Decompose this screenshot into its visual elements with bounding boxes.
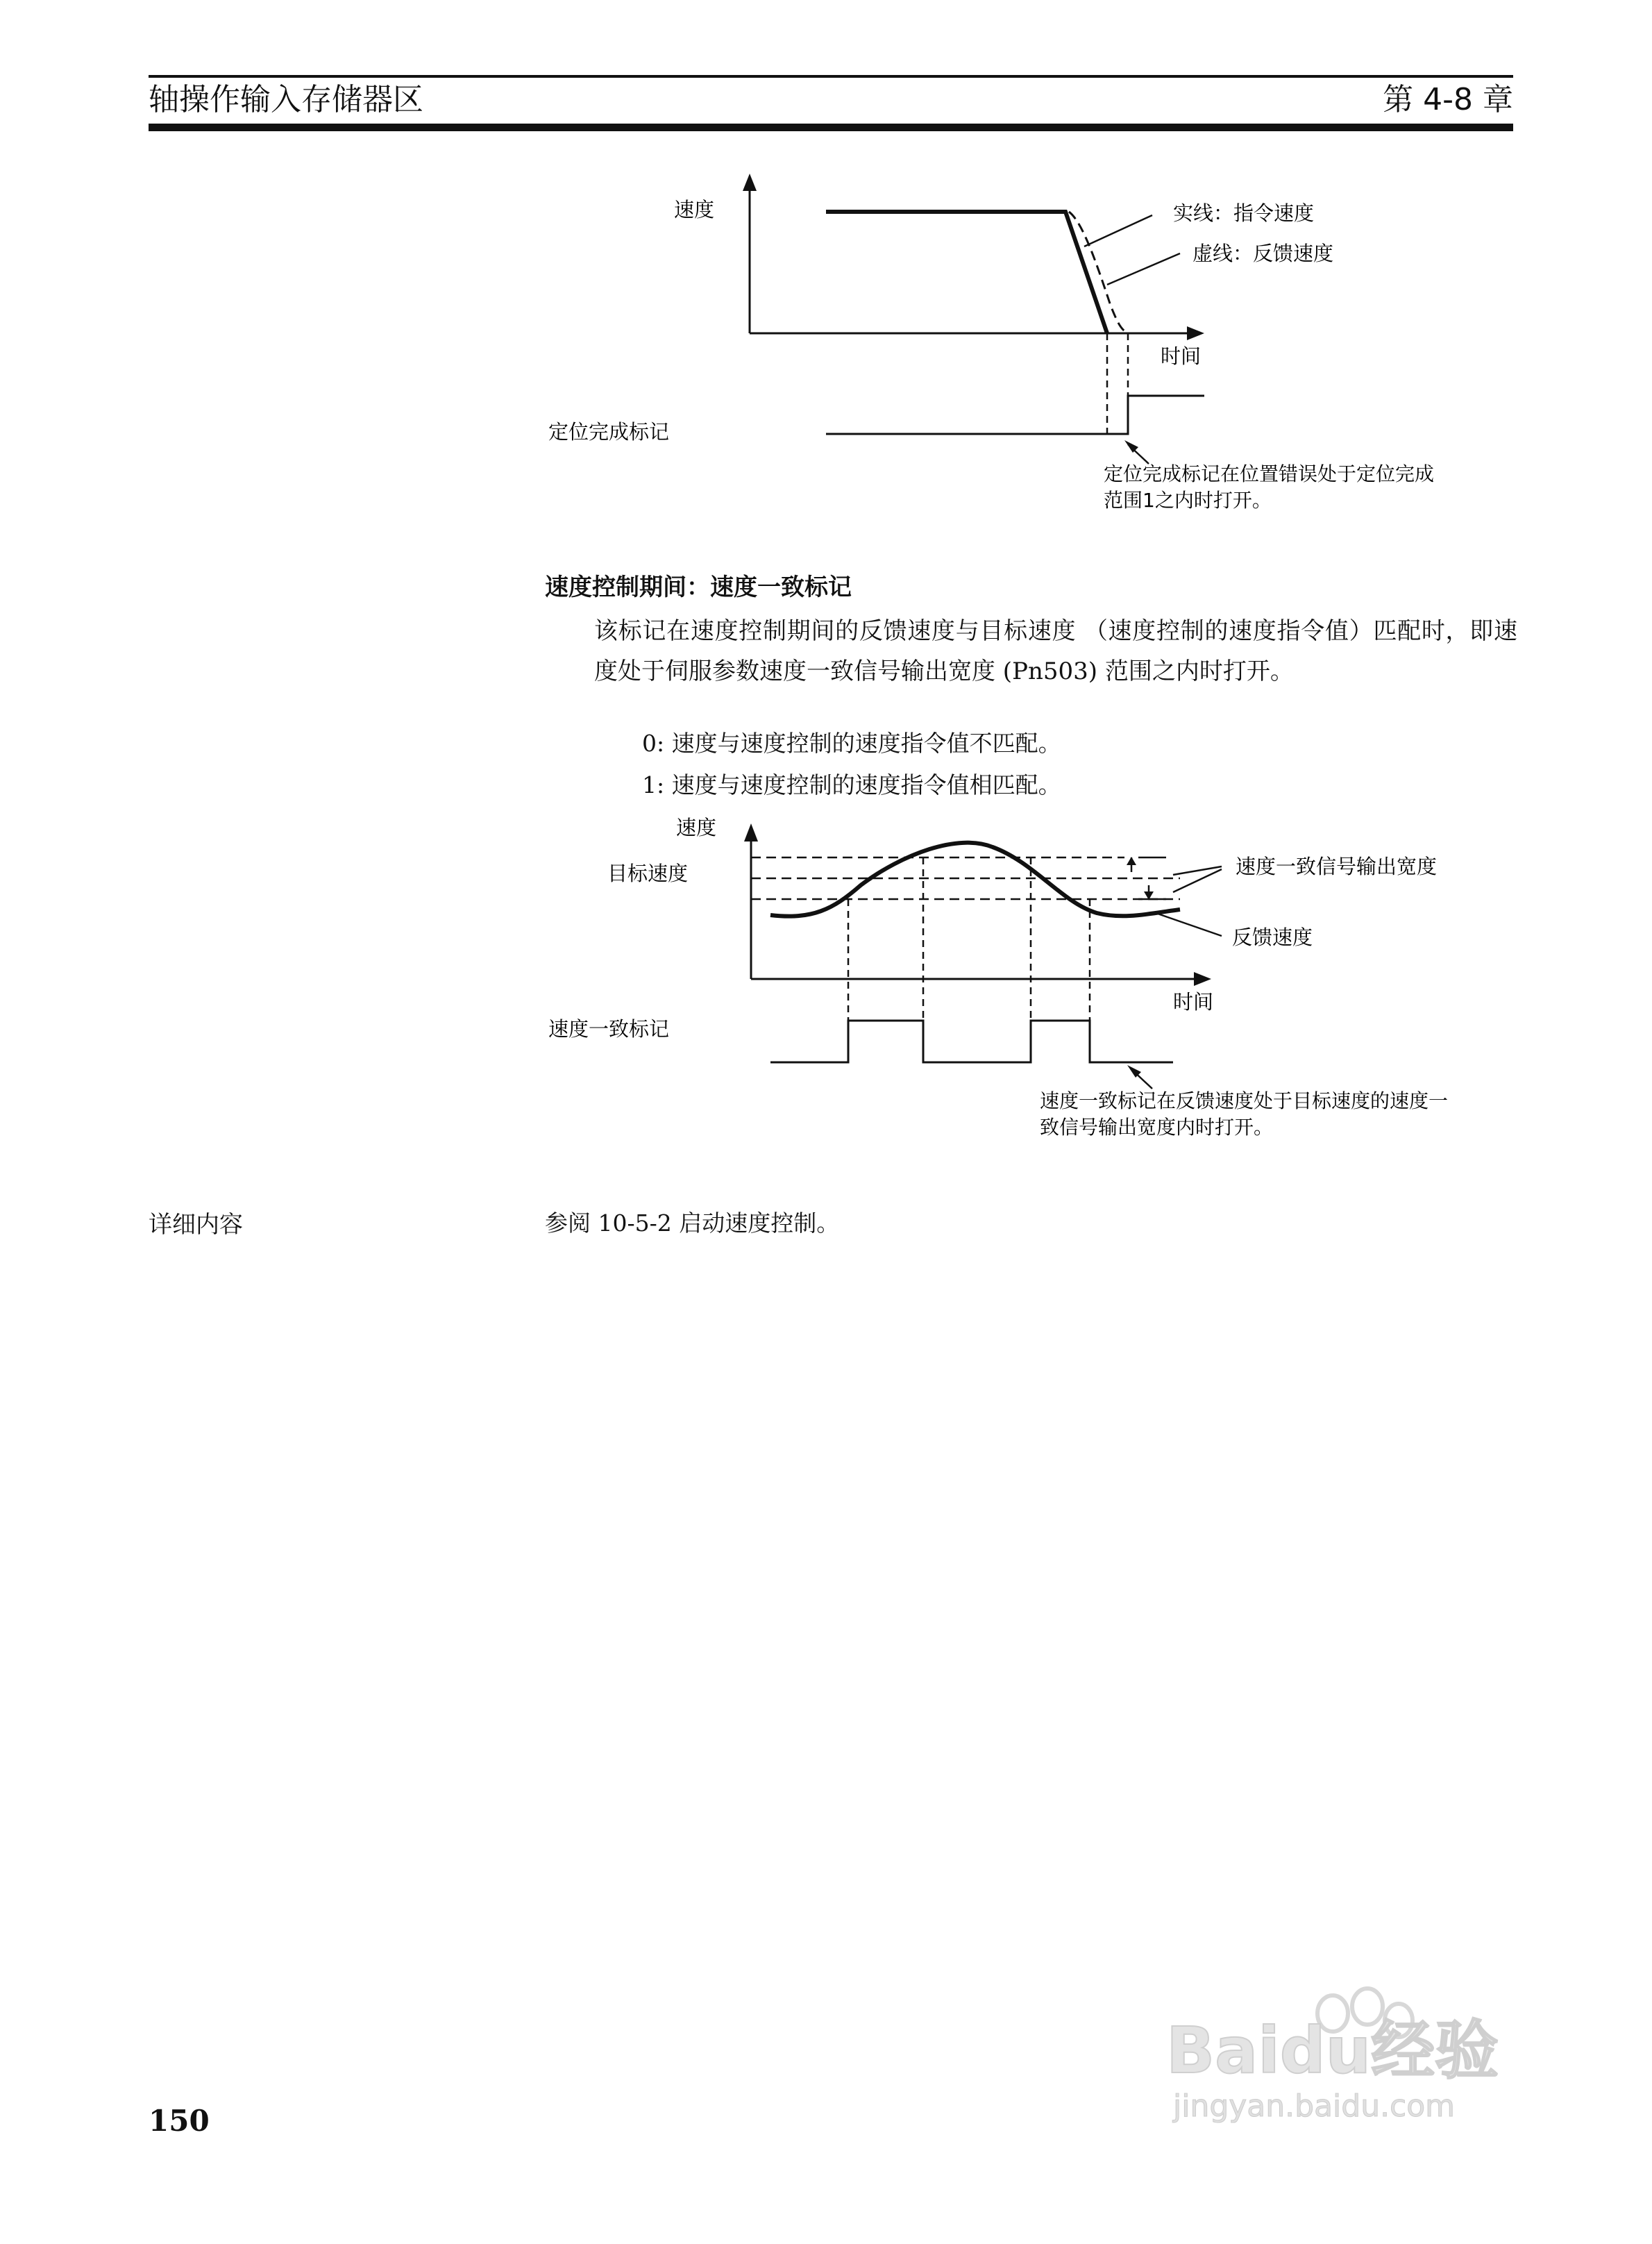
- d2-flag-label: 速度一致标记: [548, 1017, 670, 1041]
- d1-y-label: 速度: [673, 198, 715, 221]
- speed-conformity-diagram: [0, 798, 1652, 1159]
- baidu-paw-icon: [1159, 1986, 1548, 2125]
- page-section-title: 轴操作输入存储器区: [149, 82, 423, 117]
- d1-x-arrow: [1187, 326, 1204, 340]
- d2-x-arrow: [1194, 972, 1211, 986]
- d1-flag-label: 定位完成标记: [548, 420, 670, 444]
- d2-feedback-label: 反馈速度: [1232, 926, 1313, 949]
- d1-x-label: 时间: [1161, 344, 1202, 368]
- details-reference-link[interactable]: 参阅 10-5-2 启动速度控制。: [545, 1209, 840, 1237]
- d1-dashed-label: 虚线：反馈速度: [1192, 242, 1334, 265]
- d2-x-label: 时间: [1173, 990, 1214, 1014]
- d2-y-arrow: [744, 823, 758, 841]
- speed-conformity-section-title: 速度控制期间：速度一致标记: [545, 573, 852, 601]
- d1-note-line2: 范围1之内时打开。: [1104, 489, 1272, 512]
- watermark-url: jingyan.baidu.com: [1173, 2088, 1456, 2124]
- command-speed-line: [826, 212, 1107, 333]
- speed-conformity-flag-signal: [770, 1021, 1173, 1062]
- feedback-speed-curve: [770, 843, 1180, 916]
- baidu-watermark: [1159, 1986, 1548, 2127]
- d2-note-line2: 致信号输出宽度内时打开。: [1040, 1116, 1274, 1139]
- d2-width-label: 速度一致信号输出宽度: [1236, 855, 1438, 878]
- page-number: 150: [149, 2104, 210, 2138]
- watermark-brand: Baidu经验: [1166, 2013, 1499, 2088]
- d2-note-line1: 速度一致标记在反馈速度处于目标速度的速度一: [1040, 1089, 1449, 1112]
- d2-y-label: 速度: [675, 816, 717, 839]
- positioning-completed-diagram: [0, 0, 1652, 555]
- d1-note-line1: 定位完成标记在位置错误处于定位完成: [1104, 462, 1435, 485]
- value-1-description: 1: 速度与速度控制的速度指令值相匹配。: [642, 771, 1061, 798]
- speed-conformity-description: 该标记在速度控制期间的反馈速度与目标速度 （速度控制的速度指令值）匹配时，即速度处于伺服参数速度一致信号输出宽度 (Pn503) 范围之内时打开。: [594, 617, 1517, 685]
- value-0-description: 0: 速度与速度控制的速度指令值不匹配。: [642, 730, 1061, 757]
- d2-target-label: 目标速度: [607, 862, 689, 885]
- positioning-flag-signal: [826, 396, 1204, 434]
- details-label: 详细内容: [149, 1211, 243, 1239]
- dashed-leader: [1107, 253, 1180, 285]
- solid-leader: [1084, 215, 1152, 246]
- feedback-leader: [1156, 913, 1222, 936]
- d1-y-arrow: [743, 174, 757, 191]
- d1-solid-label: 实线：指令速度: [1173, 201, 1315, 225]
- chapter-label: 第 4-8 章: [1383, 82, 1513, 117]
